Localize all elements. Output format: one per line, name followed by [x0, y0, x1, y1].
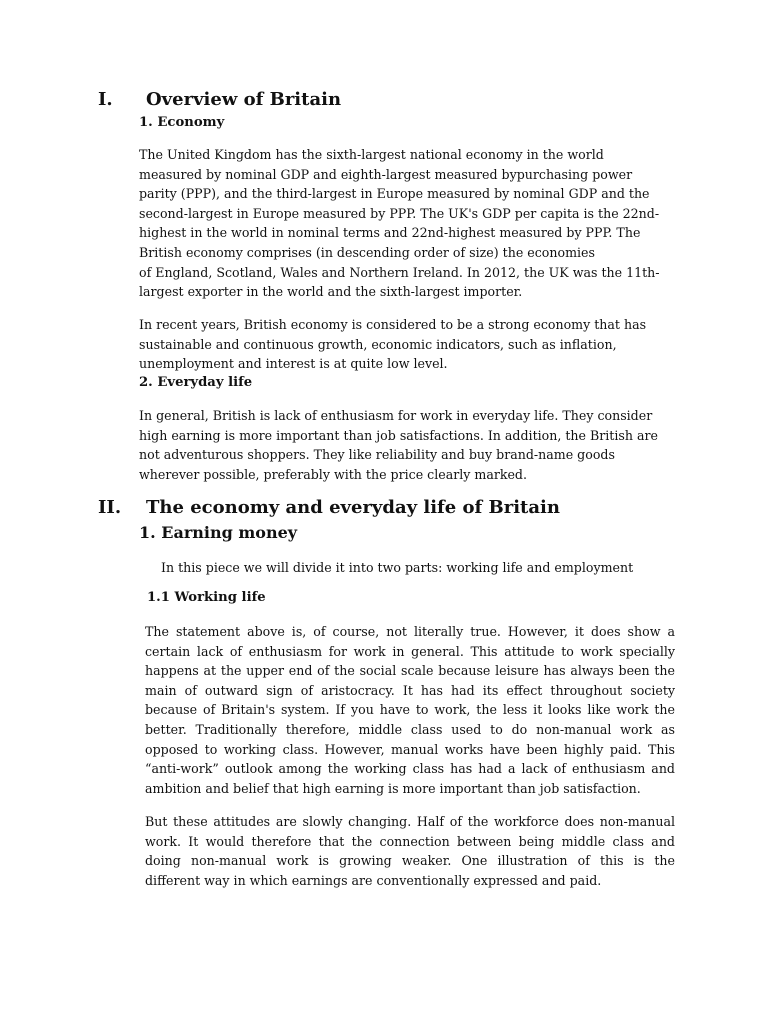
section-heading-2 [98, 497, 560, 518]
subheading-everyday-life: 2. Everyday life [139, 375, 253, 390]
paragraph-earning-intro [161, 558, 681, 578]
text-line: unemployment and interest is at quite low level. [139, 356, 448, 372]
text-line: sustainable and continuous growth, economic indicators, such as inflation, [139, 336, 617, 352]
paragraph-working-life-1 [145, 622, 675, 798]
text-line: The United Kingdom has the sixth-largest national economy in the world [139, 147, 604, 162]
text-line: not adventurous shoppers. They like reliability and buy brand-name goods [139, 447, 615, 463]
paragraph-economy-1 [139, 145, 675, 302]
section-number: II. [98, 497, 122, 518]
text-line: The statement above is, of course, not literally true. However, it does show a [145, 624, 675, 639]
text-line: happens at the upper end of the social scale because leisure has always been the [145, 663, 675, 679]
section-title: The economy and everyday life of Britain [146, 497, 560, 518]
text-line: second-largest in Europe measured by PPP. The UK's GDP per capita is the 22nd- [139, 205, 660, 221]
text-line: In general, British is lack of enthusiasm for work in everyday life. They consider [139, 408, 653, 423]
text-line: “anti-work” outlook among the working class has had a lack of enthusiasm and [145, 761, 675, 777]
text-line: In this piece we will divide it into two parts: working life and employment [161, 560, 634, 575]
text-line: But these attitudes are slowly changing. Half of the workforce does non-manual [145, 814, 675, 829]
section-heading-1 [98, 89, 341, 110]
text-line: doing non-manual work is growing weaker. One illustration of this is the [145, 853, 675, 869]
section-number: I. [98, 89, 113, 110]
subheading-earning-money: 1. Earning money [139, 523, 298, 542]
text-line: measured by nominal GDP and eighth-largest measured bypurchasing power [139, 166, 633, 182]
paragraph-everyday-life [139, 406, 675, 484]
text-line: better. Traditionally therefore, middle class used to do non-manual work as [145, 721, 675, 737]
text-line: certain lack of enthusiasm for work in general. This attitude to work specially [145, 643, 675, 659]
text-line: main of outward sign of aristocracy. It has had its effect throughout society [145, 682, 675, 698]
text-line: high earning is more important than job satisfactions. In addition, the British are [139, 427, 658, 443]
text-line: highest in the world in nominal terms and 22nd-highest measured by PPP. The [139, 225, 641, 241]
paragraph-working-life-2 [145, 812, 675, 890]
text-line: parity (PPP), and the third-largest in Europe measured by nominal GDP and the [139, 186, 650, 202]
text-line: opposed to working class. However, manual works have been highly paid. This [145, 741, 675, 757]
paragraph-economy-2 [139, 315, 675, 374]
subheading-economy: 1. Economy [139, 115, 225, 130]
text-line: largest exporter in the world and the sixth-largest importer. [139, 284, 523, 300]
text-line: different way in which earnings are conventionally expressed and paid. [145, 872, 602, 888]
text-line: because of Britain's system. If you have to work, the less it looks like work the [145, 702, 675, 718]
text-line: British economy comprises (in descending order of size) the economies [139, 244, 595, 260]
text-line: work. It would therefore that the connection between being middle class and [145, 833, 675, 849]
text-line: ambition and belief that high earning is more important than job satisfaction. [145, 780, 641, 796]
subheading-working-life: 1.1 Working life [147, 590, 266, 605]
text-line: wherever possible, preferably with the price clearly marked. [139, 466, 527, 482]
section-title: Overview of Britain [146, 89, 342, 110]
text-line: of England, Scotland, Wales and Northern Ireland. In 2012, the UK was the 11th- [139, 264, 660, 280]
text-line: In recent years, British economy is considered to be a strong economy that has [139, 317, 647, 332]
